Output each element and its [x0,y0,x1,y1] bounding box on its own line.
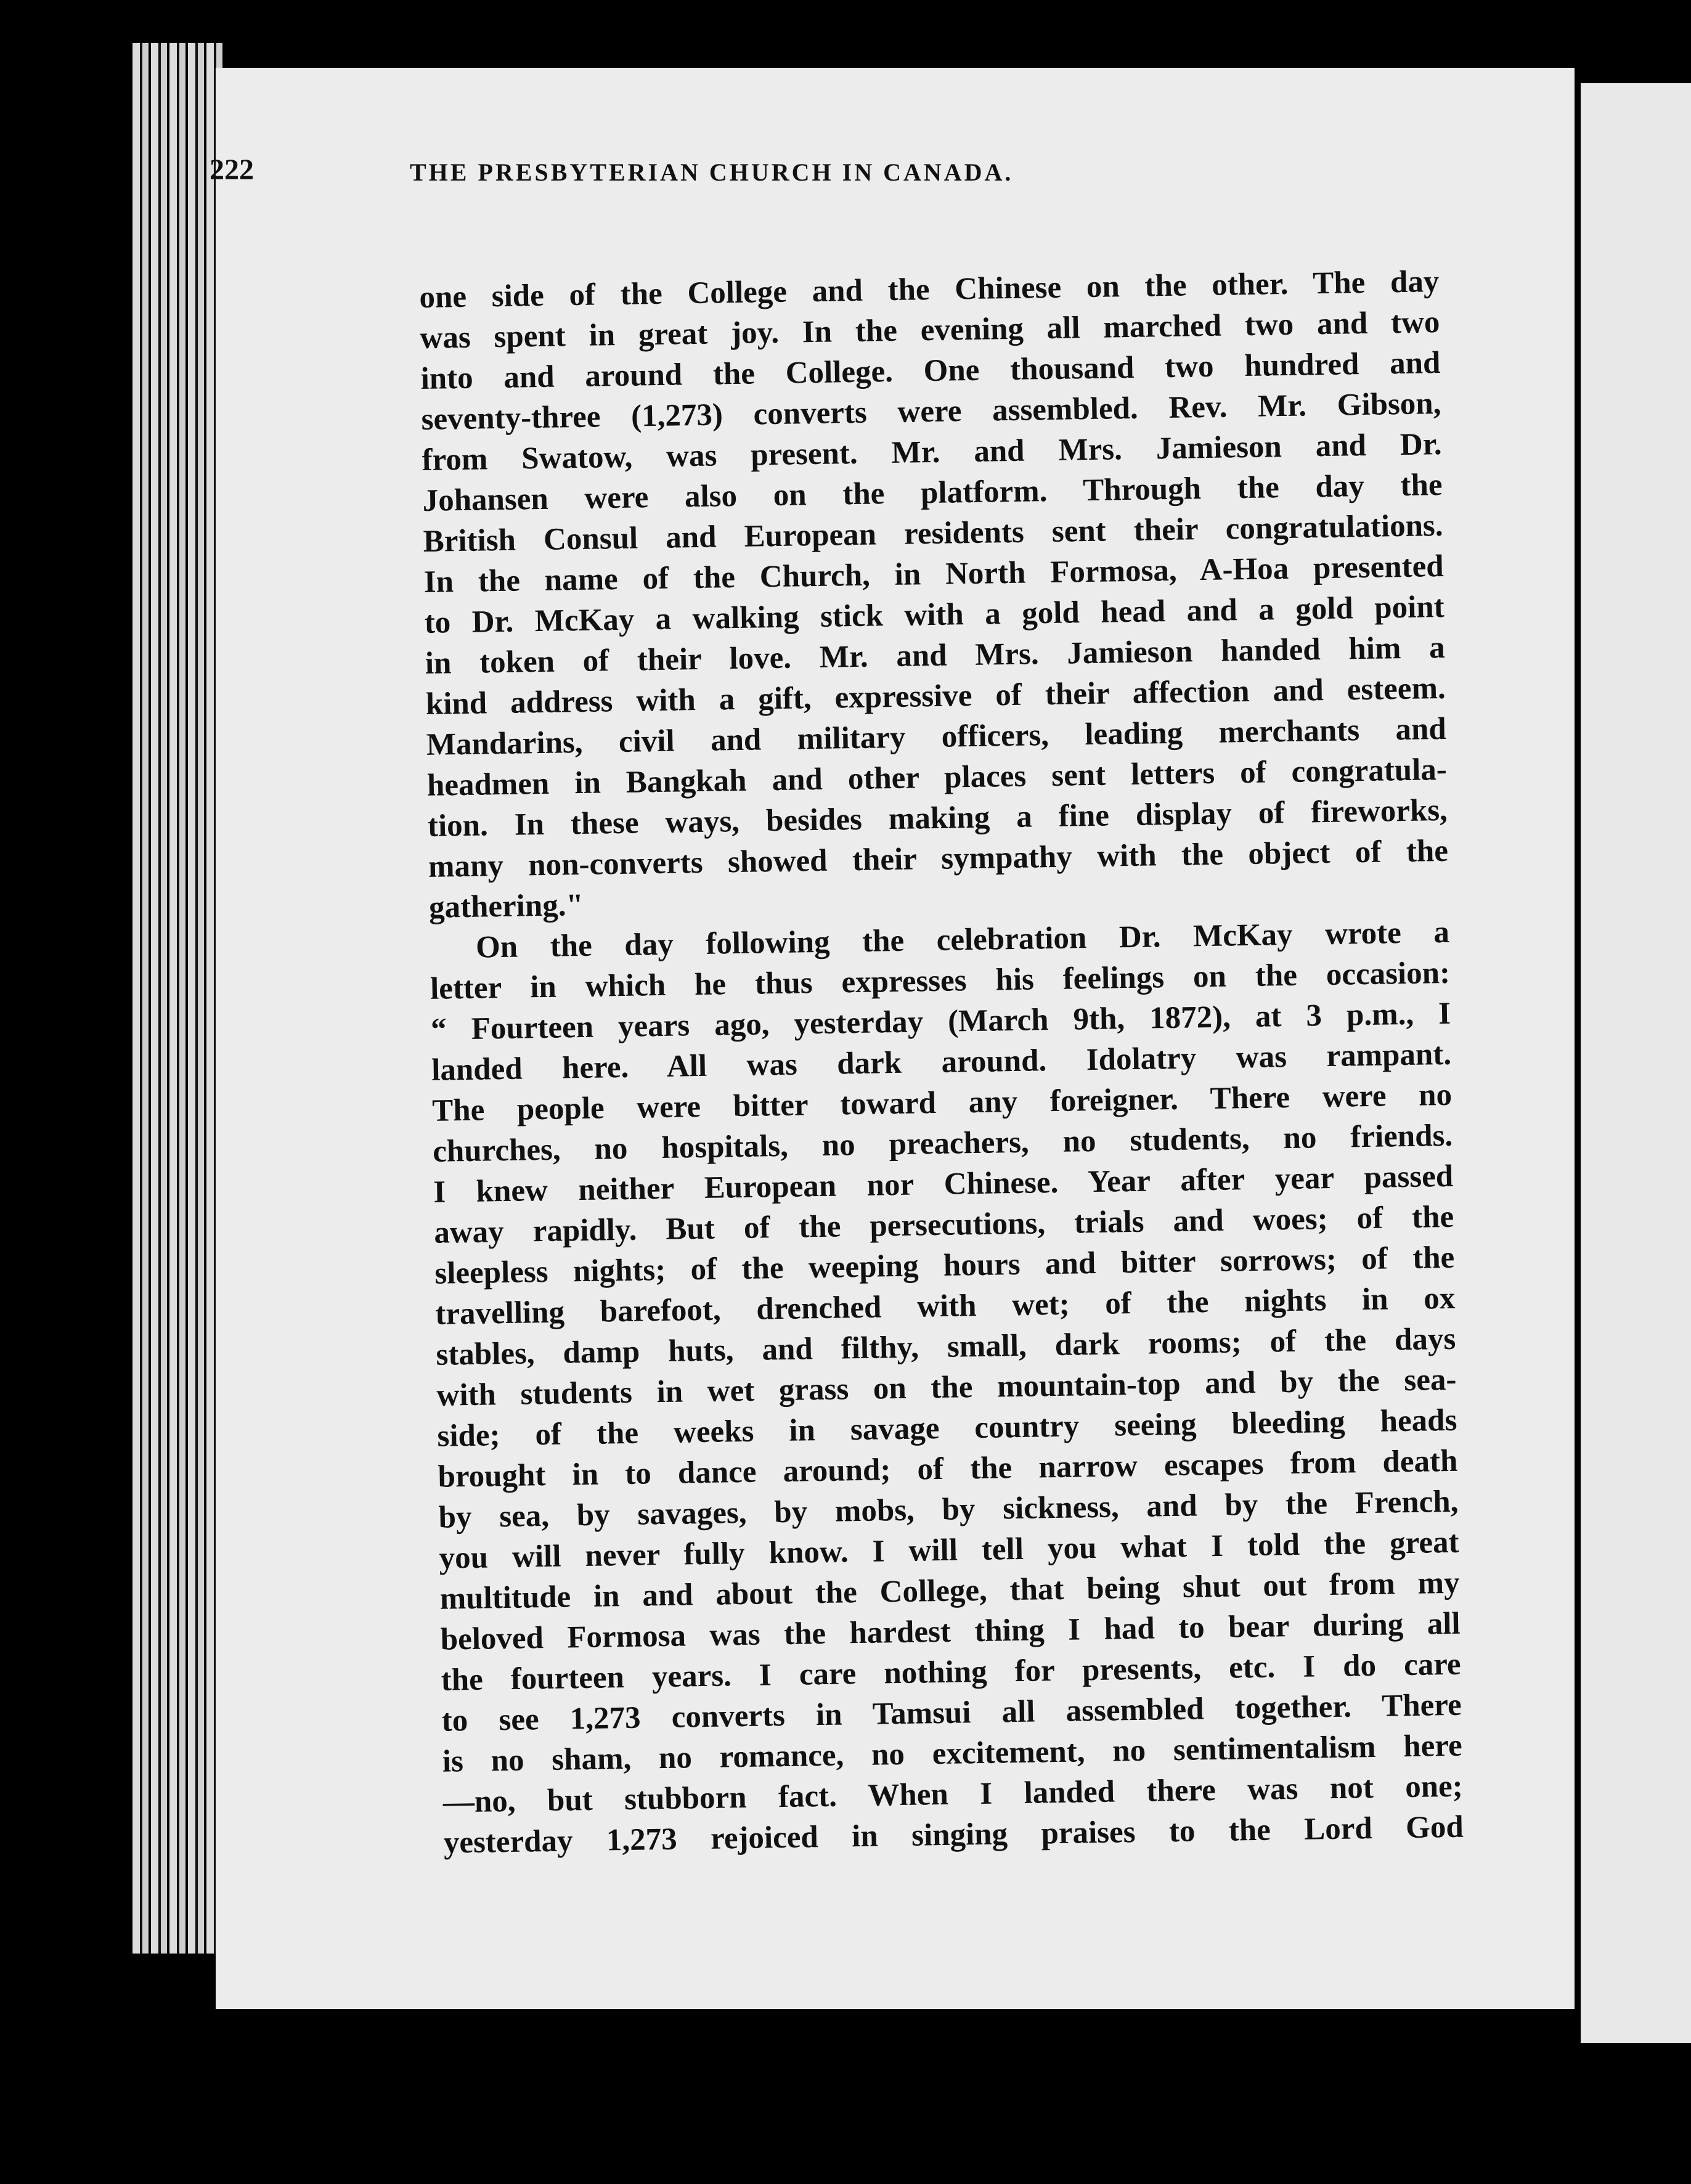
text-line: In the name of the Church, in North Formosa, A-Hoa presented [423,548,1444,600]
text-line: landed here. All was dark around. Idolatry was rampant. [431,1037,1452,1088]
text-line: “ Fourteen years ago, yesterday (March 9th, 1872), at 3 p.m., I [430,996,1451,1047]
text-line: travelling barefoot, drenched with wet; of the nights in ox [434,1281,1456,1332]
book-page-edges [132,43,225,1954]
text-line: you will never fully know. I will tell you what I told the great [439,1525,1459,1576]
text-line: —no, but stubborn fact. When I landed there was not one; [442,1769,1464,1820]
text-line: On the day following the celebration Dr. McKay wrote a [475,915,1450,965]
text-line: sleepless nights; of the weeping hours and bitter sorrows; of the [434,1240,1455,1291]
text-line: letter in which he thus expresses his feelings on the occasion: [430,955,1451,1006]
text-line: tion. In these ways, besides making a fine display of fireworks, [427,793,1448,844]
text-line: British Consul and European residents sent their congratulations. [423,508,1443,559]
text-line: beloved Formosa was the hardest thing I had to bear during all [440,1606,1461,1657]
text-line: brought in to dance around; of the narrow escapes from death [438,1443,1458,1494]
page-header [210,153,1269,202]
text-line: gathering." [428,887,584,925]
text-line: from Swatow, was present. Mr. and Mrs. Jamieson and Dr. [422,426,1442,478]
page-number: 222 [210,153,254,186]
text-line: yesterday 1,273 rejoiced in singing praises to the Lord God [443,1809,1464,1860]
body-text [419,261,1464,1864]
text-line: seventy-three (1,273) converts were assembled. Rev. Mr. Gibson, [421,386,1441,437]
text-line: kind address with a gift, expressive of their affection and esteem. [425,670,1446,722]
running-title: THE PRESBYTERIAN CHURCH IN CANADA. [410,158,1014,186]
text-line: the fourteen years. I care nothing for presents, etc. I do care [441,1647,1462,1698]
text-line: Mandarins, civil and military officers, leading merchants and [426,711,1447,762]
text-line: headmen in Bangkah and other places sent letters of congratula- [426,752,1448,803]
text-line: to see 1,273 converts in Tamsui all assembled together. There [441,1687,1462,1738]
text-line: by sea, by savages, by mobs, by sickness, and by the French, [438,1484,1459,1535]
text-line: is no sham, no romance, no excitement, no sentimentalism here [442,1728,1463,1779]
text-line: many non-converts showed their sympathy with the object of the [428,833,1449,884]
text-line: The people were bitter toward any foreigner. There were no [431,1077,1453,1128]
text-line: away rapidly. But of the persecutions, trials and woes; of the [433,1199,1454,1250]
text-line: I knew neither European nor Chinese. Year after year passed [433,1159,1454,1210]
text-line: into and around the College. One thousand two hundred and [420,345,1441,396]
text-line: multitude in and about the College, that being shut out from my [439,1565,1460,1616]
text-line: with students in wet grass on the mountain-top and by the sea- [436,1362,1457,1413]
text-line: side; of the weeks in savage country seeing bleeding heads [437,1403,1457,1454]
facing-page-edge [1581,83,1691,2043]
text-line: was spent in great joy. In the evening all marched two and two [420,304,1440,356]
text-line: in token of their love. Mr. and Mrs. Jamieson handed him a [425,630,1446,681]
text-line: stables, damp huts, and filthy, small, dark rooms; of the days [436,1321,1456,1372]
text-line: one side of the College and the Chinese on the other. The day [419,264,1440,315]
text-line: to Dr. McKay a walking stick with a gold head and a gold point [424,589,1445,640]
text-line: Johansen were also on the platform. Through the day the [422,467,1443,518]
text-line: churches, no hospitals, no preachers, no students, no friends. [432,1118,1453,1169]
